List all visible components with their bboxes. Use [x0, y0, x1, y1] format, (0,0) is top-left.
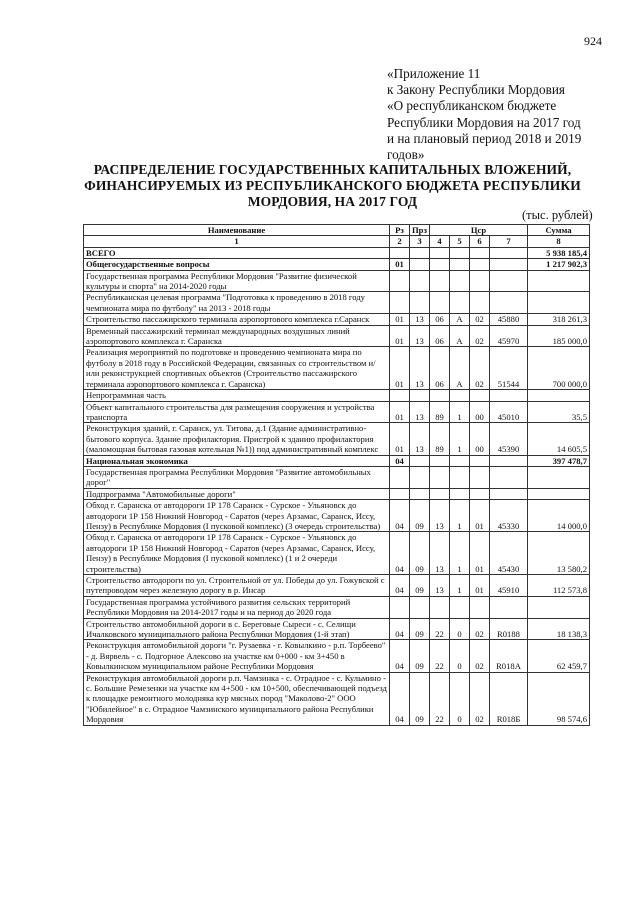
- cell-csr-code: [490, 488, 528, 499]
- cell-csr-program: [430, 596, 450, 618]
- cell-csr-subprogram: [450, 247, 470, 258]
- cell-csr-subprogram: [450, 488, 470, 499]
- cell-amount: 13 580,2: [528, 532, 590, 575]
- cell-csr-subprogram: [450, 466, 470, 488]
- table-header-row: [84, 225, 590, 236]
- cell-prz: 13: [410, 401, 430, 423]
- cell-csr-event: 00: [470, 401, 490, 423]
- cell-name: Строительство автомобильной дороги в с. Береговые Сыреси - с. Селищи Ичалковского муниципального района Республики Мордовия (1-й этап): [84, 618, 390, 640]
- cell-amount: [528, 596, 590, 618]
- cell-csr-code: [490, 247, 528, 258]
- title-line: МОРДОВИЯ, НА 2017 ГОД: [247, 194, 418, 209]
- cell-rz: [390, 390, 410, 401]
- table-row: [84, 455, 590, 466]
- cell-amount: [528, 390, 590, 401]
- cell-prz: [410, 596, 430, 618]
- table-row: [84, 401, 590, 423]
- cell-csr-code: 45910: [490, 575, 528, 597]
- cell-rz: 04: [390, 532, 410, 575]
- cell-csr-event: [470, 292, 490, 314]
- cell-csr-subprogram: А: [450, 325, 470, 347]
- cell-csr-event: 00: [470, 423, 490, 455]
- table-row: [84, 672, 590, 725]
- cell-prz: 09: [410, 672, 430, 725]
- cell-name: Подпрограмма "Автомобильные дороги": [84, 488, 390, 499]
- column-number: 2: [390, 236, 410, 247]
- cell-csr-code: R0188: [490, 618, 528, 640]
- cell-csr-code: [490, 270, 528, 292]
- cell-csr-program: 06: [430, 325, 450, 347]
- cell-prz: [410, 455, 430, 466]
- cell-name: Объект капитального строительства для размещения сооружения и устройства транспорта: [84, 401, 390, 423]
- cell-csr-code: [490, 292, 528, 314]
- cell-prz: [410, 270, 430, 292]
- cell-csr-subprogram: [450, 596, 470, 618]
- table-row: [84, 347, 590, 390]
- cell-prz: 09: [410, 532, 430, 575]
- cell-csr-code: [490, 455, 528, 466]
- cell-csr-subprogram: 1: [450, 532, 470, 575]
- cell-csr-subprogram: [450, 390, 470, 401]
- cell-csr-program: [430, 455, 450, 466]
- cell-rz: 04: [390, 575, 410, 597]
- cell-rz: 04: [390, 500, 410, 532]
- cell-csr-event: [470, 488, 490, 499]
- cell-name: Непрограммная часть: [84, 390, 390, 401]
- cell-name: Национальная экономика: [84, 455, 390, 466]
- cell-rz: 01: [390, 325, 410, 347]
- header-csr: Цср: [430, 225, 528, 236]
- cell-csr-subprogram: А: [450, 314, 470, 325]
- cell-rz: [390, 292, 410, 314]
- cell-csr-subprogram: 1: [450, 401, 470, 423]
- appendix-line: «О республиканском бюджете: [387, 98, 557, 114]
- cell-name: Обход г. Саранска от автодороги 1Р 178 Саранск - Сурское - Ульяновск до автодороги 1Р 158 Нижний Новгород - Саратов (через Арзамас, Саранск, Иссу, Пензу) в Республике Мордовия (I пусковой комплекс) (1 и 2 очереди строительства): [84, 532, 390, 575]
- cell-amount: 35,5: [528, 401, 590, 423]
- column-number: 5: [450, 236, 470, 247]
- cell-prz: 09: [410, 500, 430, 532]
- cell-amount: [528, 270, 590, 292]
- column-number: 7: [490, 236, 528, 247]
- table-row: [84, 575, 590, 597]
- table-row: [84, 325, 590, 347]
- cell-csr-program: 13: [430, 532, 450, 575]
- cell-prz: 09: [410, 618, 430, 640]
- cell-prz: [410, 390, 430, 401]
- cell-rz: [390, 488, 410, 499]
- cell-csr-event: 02: [470, 314, 490, 325]
- cell-prz: 09: [410, 640, 430, 672]
- cell-csr-program: 22: [430, 618, 450, 640]
- cell-name: Республиканская целевая программа "Подготовка к проведению в 2018 году чемпионата мира по футболу" на 2013 - 2018 годы: [84, 292, 390, 314]
- cell-csr-subprogram: 1: [450, 575, 470, 597]
- cell-prz: 13: [410, 325, 430, 347]
- cell-csr-code: R018Б: [490, 672, 528, 725]
- cell-csr-code: 45010: [490, 401, 528, 423]
- table-row: [84, 390, 590, 401]
- column-number-row: [84, 236, 590, 247]
- cell-rz: 01: [390, 423, 410, 455]
- cell-csr-program: [430, 466, 450, 488]
- table-row: [84, 596, 590, 618]
- cell-rz: 01: [390, 401, 410, 423]
- cell-csr-code: [490, 466, 528, 488]
- cell-name: Государственная программа устойчивого развития сельских территорий Республики Мордовия на 2014-2017 годы и на период до 2020 года: [84, 596, 390, 618]
- cell-name: Реализация мероприятий по подготовке и проведению чемпионата мира по футболу в 2018 году в Российской Федерации, связанных со строительством и/или реконструкцией спортивных объектов (Строительство пассажирского терминала аэропортового комплекса г. Саранска): [84, 347, 390, 390]
- page-number: 924: [584, 34, 602, 48]
- table-row: [84, 423, 590, 455]
- cell-csr-subprogram: [450, 259, 470, 270]
- cell-amount: [528, 488, 590, 499]
- cell-name: Временный пассажирский терминал международных воздушных линий аэропортового комплекса г. Саранска: [84, 325, 390, 347]
- cell-csr-event: [470, 270, 490, 292]
- cell-csr-code: 45880: [490, 314, 528, 325]
- unit-note: (тыс. рублей): [522, 208, 593, 222]
- document-title: [80, 162, 585, 210]
- cell-name: Реконструкция автомобильной дороги "г. Рузаевка - г. Ковылкино - р.п. Торбеево" - д. Вярвель - с. Подгорное Алексово на участке км 0+000 - км 3+450 в Ковылкинском муниципальном районе Республики Мордовия: [84, 640, 390, 672]
- table-row: [84, 500, 590, 532]
- cell-rz: [390, 247, 410, 258]
- title-line: ФИНАНСИРУЕМЫХ ИЗ РЕСПУБЛИКАНСКОГО БЮДЖЕТА РЕСПУБЛИКИ: [84, 178, 581, 193]
- appendix-line: «Приложение 11: [387, 66, 481, 81]
- cell-prz: [410, 466, 430, 488]
- cell-csr-program: 22: [430, 672, 450, 725]
- cell-amount: [528, 466, 590, 488]
- table-row: [84, 618, 590, 640]
- cell-amount: 18 138,3: [528, 618, 590, 640]
- cell-csr-subprogram: 0: [450, 672, 470, 725]
- header-prz: Прз: [410, 225, 430, 236]
- cell-amount: 5 938 185,4: [528, 247, 590, 258]
- cell-prz: [410, 247, 430, 258]
- cell-csr-code: 51544: [490, 347, 528, 390]
- appendix-line: и на плановый период 2018 и 2019: [387, 130, 582, 146]
- cell-amount: 112 573,8: [528, 575, 590, 597]
- cell-csr-program: [430, 270, 450, 292]
- cell-name: Обход г. Саранска от автодороги 1Р 178 Саранск - Сурское - Ульяновск до автодороги 1Р 158 Нижний Новгород - Саратов (через Арзамас, Саранск, Иссу, Пензу) в Республике Мордовия (I пусковой комплекс) (3 очередь строительства): [84, 500, 390, 532]
- appendix-line: к Закону Республики Мордовия: [387, 82, 565, 98]
- appendix-line: Республики Мордовия на 2017 год: [387, 114, 581, 130]
- cell-csr-event: [470, 390, 490, 401]
- cell-csr-event: 02: [470, 347, 490, 390]
- cell-csr-code: [490, 596, 528, 618]
- cell-csr-event: 02: [470, 618, 490, 640]
- cell-csr-code: 45970: [490, 325, 528, 347]
- table-row: [84, 270, 590, 292]
- cell-name: Государственная программа Республики Мордовия "Развитие автомобильных дорог": [84, 466, 390, 488]
- cell-rz: [390, 466, 410, 488]
- cell-csr-event: 01: [470, 500, 490, 532]
- cell-csr-code: R018А: [490, 640, 528, 672]
- table-row: [84, 532, 590, 575]
- cell-csr-code: [490, 390, 528, 401]
- budget-table: [83, 224, 590, 726]
- cell-csr-program: [430, 247, 450, 258]
- cell-csr-program: 22: [430, 640, 450, 672]
- cell-csr-program: [430, 488, 450, 499]
- column-number: 6: [470, 236, 490, 247]
- cell-csr-program: [430, 292, 450, 314]
- cell-csr-program: 89: [430, 401, 450, 423]
- cell-prz: [410, 259, 430, 270]
- cell-prz: 09: [410, 575, 430, 597]
- cell-prz: 13: [410, 423, 430, 455]
- cell-name: Государственная программа Республики Мордовия "Развитие физической культуры и спорта" на 2014-2020 годы: [84, 270, 390, 292]
- header-sum: Сумма: [528, 225, 590, 236]
- cell-amount: 98 574,6: [528, 672, 590, 725]
- cell-csr-subprogram: [450, 455, 470, 466]
- cell-amount: 185 000,0: [528, 325, 590, 347]
- cell-csr-code: 45330: [490, 500, 528, 532]
- column-number: 3: [410, 236, 430, 247]
- cell-amount: 1 217 902,3: [528, 259, 590, 270]
- cell-name: Общегосударственные вопросы: [84, 259, 390, 270]
- cell-name: ВСЕГО: [84, 247, 390, 258]
- cell-csr-event: 01: [470, 532, 490, 575]
- table-body: [84, 236, 590, 725]
- cell-amount: 397 478,7: [528, 455, 590, 466]
- cell-rz: [390, 270, 410, 292]
- cell-csr-code: [490, 259, 528, 270]
- cell-csr-subprogram: [450, 292, 470, 314]
- cell-csr-subprogram: [450, 270, 470, 292]
- cell-csr-event: 02: [470, 672, 490, 725]
- cell-csr-program: 13: [430, 575, 450, 597]
- cell-amount: 14 000,0: [528, 500, 590, 532]
- cell-csr-program: 89: [430, 423, 450, 455]
- header-rz: Рз: [390, 225, 410, 236]
- cell-csr-event: [470, 259, 490, 270]
- cell-csr-event: 01: [470, 575, 490, 597]
- cell-rz: 01: [390, 314, 410, 325]
- table-row: [84, 466, 590, 488]
- cell-rz: 01: [390, 347, 410, 390]
- table-row: [84, 314, 590, 325]
- cell-csr-program: [430, 390, 450, 401]
- cell-csr-program: 06: [430, 347, 450, 390]
- cell-csr-subprogram: 1: [450, 423, 470, 455]
- cell-amount: 14 605,5: [528, 423, 590, 455]
- cell-csr-event: [470, 596, 490, 618]
- table-row: [84, 247, 590, 258]
- cell-prz: 13: [410, 314, 430, 325]
- table-row: [84, 640, 590, 672]
- cell-rz: 04: [390, 618, 410, 640]
- cell-amount: 318 261,3: [528, 314, 590, 325]
- appendix-reference: [387, 66, 617, 163]
- column-number: 1: [84, 236, 390, 247]
- cell-rz: 04: [390, 672, 410, 725]
- cell-csr-program: 06: [430, 314, 450, 325]
- cell-csr-event: [470, 466, 490, 488]
- cell-prz: [410, 488, 430, 499]
- cell-name: Реконструкция зданий, г. Саранск, ул. Титова, д.1 (Здание административно-бытового корпуса. Здание профилактория. Пристрой к зданию профилактория (маломощная бытовая газовая котельная №1)) под административный комплекс: [84, 423, 390, 455]
- column-number: 8: [528, 236, 590, 247]
- cell-csr-code: 45390: [490, 423, 528, 455]
- table-row: [84, 488, 590, 499]
- column-number: 4: [430, 236, 450, 247]
- cell-prz: 13: [410, 347, 430, 390]
- cell-name: Строительство автодороги по ул. Строительной от ул. Победы до ул. Гожувской с путепроводом через железную дорогу в р. Инсар: [84, 575, 390, 597]
- cell-csr-subprogram: А: [450, 347, 470, 390]
- cell-csr-subprogram: 0: [450, 640, 470, 672]
- cell-csr-program: [430, 259, 450, 270]
- appendix-line: годов»: [387, 147, 425, 163]
- cell-csr-event: 02: [470, 325, 490, 347]
- cell-name: Строительство пассажирского терминала аэропортового комплекса г.Саранск: [84, 314, 390, 325]
- cell-csr-event: [470, 247, 490, 258]
- cell-csr-code: 45430: [490, 532, 528, 575]
- cell-prz: [410, 292, 430, 314]
- cell-rz: [390, 596, 410, 618]
- header-name: Наименование: [84, 225, 390, 236]
- cell-csr-event: 02: [470, 640, 490, 672]
- cell-rz: 01: [390, 259, 410, 270]
- cell-amount: 62 459,7: [528, 640, 590, 672]
- cell-rz: 04: [390, 640, 410, 672]
- cell-csr-subprogram: 1: [450, 500, 470, 532]
- cell-csr-subprogram: 0: [450, 618, 470, 640]
- cell-amount: [528, 292, 590, 314]
- cell-amount: 700 000,0: [528, 347, 590, 390]
- cell-csr-event: [470, 455, 490, 466]
- cell-rz: 04: [390, 455, 410, 466]
- title-line: РАСПРЕДЕЛЕНИЕ ГОСУДАРСТВЕННЫХ КАПИТАЛЬНЫХ ВЛОЖЕНИЙ,: [93, 162, 572, 177]
- cell-name: Реконструкция автомобильной дороги р.п. Чамзинка - с. Отрадное - с. Кульмино - с. Большие Ремезенки на участке км 4+500 - км 10+500, обеспечивающей подъезд к площадке ремонтного молодняка кур мясных пород "Маколово-2" ООО "Юбилейное" в с. Отрадное Чамзинского муниципального района Республики Мордовия: [84, 672, 390, 725]
- cell-csr-program: 13: [430, 500, 450, 532]
- table-row: [84, 292, 590, 314]
- table-row: [84, 259, 590, 270]
